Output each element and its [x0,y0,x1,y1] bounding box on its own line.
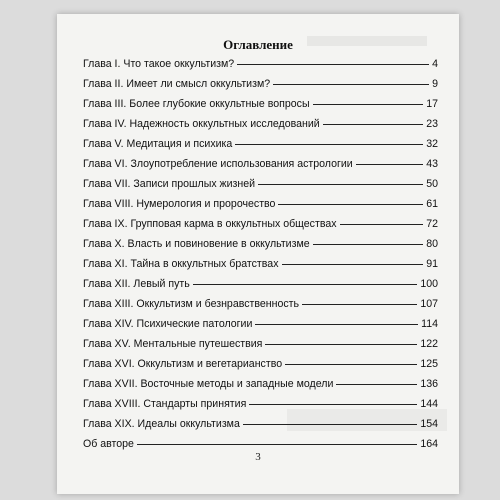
toc-leader-line [243,424,417,425]
toc-leader-line [313,104,424,105]
book-page [57,14,459,494]
toc-entry [83,318,438,338]
toc-entry-label: Глава II. Имеет ли смысл оккультизм? [83,78,271,90]
toc-leader-line [340,224,424,225]
toc-entry-page: 4 [432,58,438,70]
toc-entry [83,238,438,258]
toc-entry-page: 23 [426,118,438,130]
table-of-contents [83,58,438,458]
toc-entry [83,278,438,298]
toc-entry [83,118,438,138]
toc-entry-label: Глава XII. Левый путь [83,278,190,290]
toc-entry-page: 50 [426,178,438,190]
toc-entry-page: 107 [420,298,438,310]
toc-leader-line [258,184,423,185]
toc-entry [83,258,438,278]
toc-entry-page: 17 [426,98,438,110]
toc-entry [83,158,438,178]
toc-entry-label: Глава XVII. Восточные методы и западные модели [83,378,334,390]
toc-entry [83,338,438,358]
toc-entry-page: 154 [420,418,438,430]
toc-entry-label: Глава I. Что такое оккультизм? [83,58,235,70]
toc-entry [83,78,438,98]
toc-entry [83,178,438,198]
toc-entry-label: Глава XI. Тайна в оккультных братствах [83,258,279,270]
toc-leader-line [193,284,418,285]
toc-entry [83,358,438,378]
toc-entry [83,98,438,118]
toc-entry-label: Об авторе [83,438,134,450]
toc-leader-line [249,404,417,405]
toc-entry-label: Глава IV. Надежность оккультных исследований [83,118,320,130]
toc-leader-line [137,444,417,445]
toc-entry [83,198,438,218]
toc-leader-line [282,264,424,265]
toc-entry-label: Глава VII. Записи прошлых жизней [83,178,256,190]
toc-entry-page: 91 [426,258,438,270]
toc-leader-line [235,144,423,145]
toc-leader-line [255,324,418,325]
toc-leader-line [237,64,429,65]
toc-entry-page: 61 [426,198,438,210]
toc-entry-label: Глава VI. Злоупотребление использования астрологии [83,158,353,170]
toc-leader-line [273,84,429,85]
toc-entry [83,218,438,238]
toc-entry-page: 144 [420,398,438,410]
toc-entry [83,138,438,158]
toc-entry-label: Глава XV. Ментальные путешествия [83,338,263,350]
toc-leader-line [278,204,423,205]
toc-entry-label: Глава IX. Групповая карма в оккультных обществах [83,218,337,230]
toc-leader-line [265,344,417,345]
page-number: 3 [255,451,261,463]
toc-entry [83,418,438,438]
toc-leader-line [302,304,417,305]
toc-entry-label: Глава III. Более глубокие оккультные вопросы [83,98,310,110]
toc-entry [83,398,438,418]
toc-entry-page: 72 [426,218,438,230]
toc-leader-line [313,244,424,245]
toc-entry-page: 136 [420,378,438,390]
toc-entry-page: 100 [420,278,438,290]
toc-leader-line [356,164,424,165]
toc-entry-page: 43 [426,158,438,170]
page-title: Оглавление [223,37,293,52]
toc-entry-label: Глава VIII. Нумерология и пророчество [83,198,276,210]
toc-entry-label: Глава X. Власть и повиновение в оккультизме [83,238,310,250]
toc-entry [83,378,438,398]
toc-entry-label: Глава XIII. Оккультизм и безнравственность [83,298,300,310]
toc-entry-label: Глава V. Медитация и психика [83,138,233,150]
toc-entry [83,298,438,318]
toc-leader-line [336,384,417,385]
toc-entry-page: 32 [426,138,438,150]
toc-entry [83,58,438,78]
toc-leader-line [285,364,417,365]
toc-entry-label: Глава XVI. Оккультизм и вегетарианство [83,358,283,370]
toc-entry-page: 164 [420,438,438,450]
toc-leader-line [323,124,424,125]
toc-entry-page: 80 [426,238,438,250]
toc-entry-page: 125 [420,358,438,370]
toc-entry-page: 9 [432,78,438,90]
toc-entry-page: 122 [420,338,438,350]
toc-entry-label: Глава XIX. Идеалы оккультизма [83,418,240,430]
toc-entry-label: Глава XVIII. Стандарты принятия [83,398,247,410]
toc-entry-label: Глава XIV. Психические патологии [83,318,253,330]
toc-entry-page: 114 [421,318,438,330]
